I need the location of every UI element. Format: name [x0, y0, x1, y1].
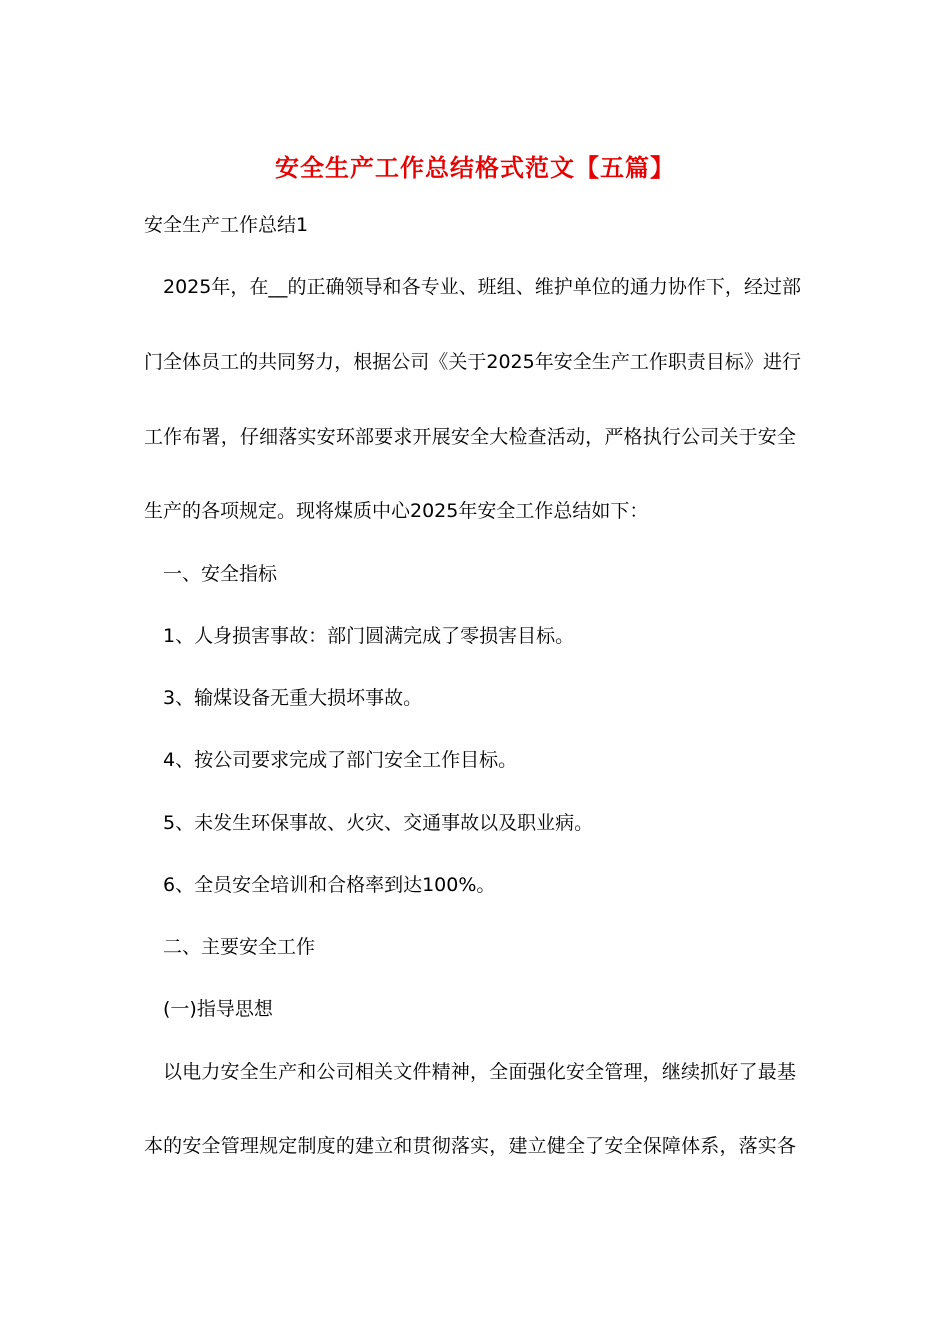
list-item: 1、人身损害事故：部门圆满完成了零损害目标。 [163, 625, 575, 647]
paragraph-line: 以电力安全生产和公司相关文件精神，全面强化安全管理，继续抓好了最基 [163, 1061, 796, 1083]
paragraph-line: 工作布署，仔细落实安环部要求开展安全大检查活动，严格执行公司关于安全 [144, 426, 796, 448]
document-subtitle: 安全生产工作总结1 [144, 214, 309, 236]
paragraph-line: 本的安全管理规定制度的建立和贯彻落实，建立健全了安全保障体系，落实各 [144, 1135, 796, 1157]
section-heading: 一、安全指标 [163, 563, 278, 585]
section-heading: 二、主要安全工作 [163, 936, 316, 958]
list-item: 3、输煤设备无重大损坏事故。 [163, 687, 423, 709]
paragraph-line: 2025年，在__的正确领导和各专业、班组、维护单位的通力协作下，经过部 [163, 276, 801, 298]
list-item: 6、全员安全培训和合格率到达100%。 [163, 874, 496, 896]
subsection-heading: (一)指导思想 [163, 998, 273, 1020]
document-title: 安全生产工作总结格式范文【五篇】 [275, 154, 675, 182]
list-item: 5、未发生环保事故、火灾、交通事故以及职业病。 [163, 812, 594, 834]
list-item: 4、按公司要求完成了部门安全工作目标。 [163, 749, 518, 771]
paragraph-line: 生产的各项规定。现将煤质中心2025年安全工作总结如下： [144, 500, 649, 522]
paragraph-line: 门全体员工的共同努力，根据公司《关于2025年安全生产工作职责目标》进行 [144, 351, 801, 373]
